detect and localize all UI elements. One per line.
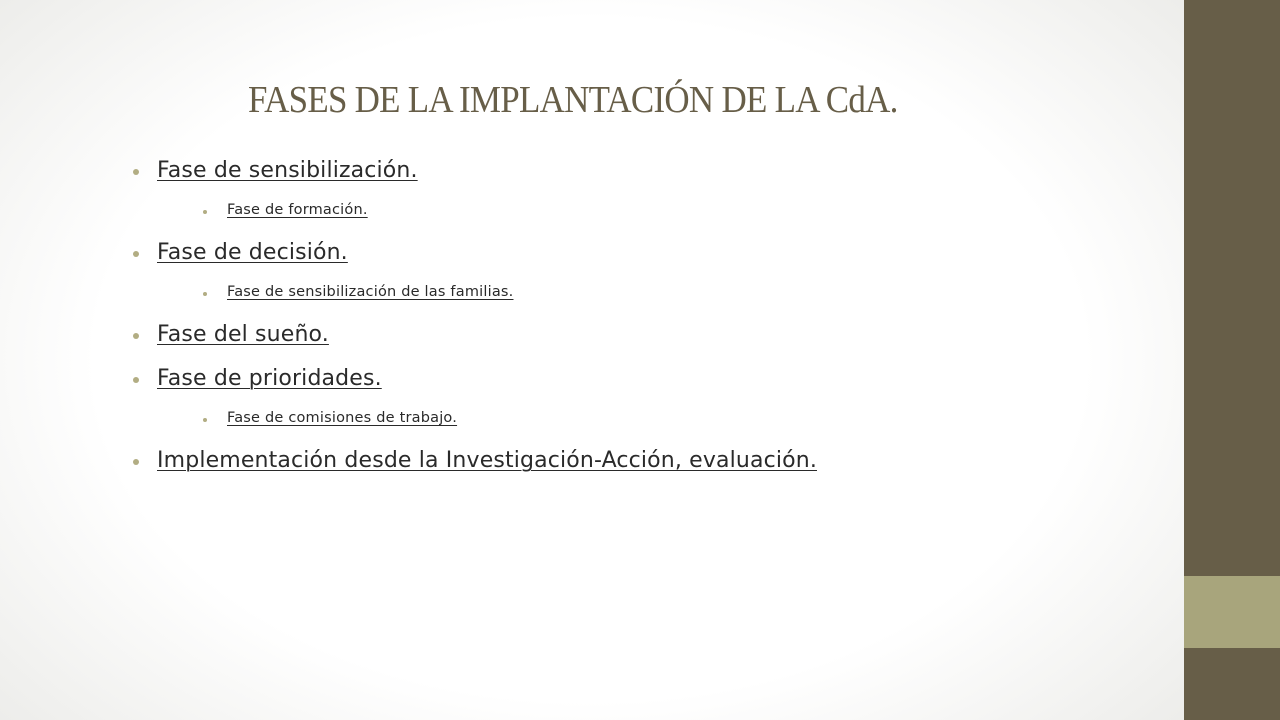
bullet-item[interactable] [157,448,817,473]
bullet-dot-icon [133,333,139,339]
bullet-link[interactable]: Fase de decisión. [157,240,348,265]
bullet-dot-icon [133,169,139,175]
bullet-dot-icon [203,292,207,296]
bullet-item[interactable] [157,240,348,265]
sub-bullet-item[interactable] [227,410,457,426]
slide-title: FASES DE LA IMPLANTACIÓN DE LA CdA. [248,79,898,121]
sub-bullet-item[interactable] [227,202,368,218]
bullet-dot-icon [203,418,207,422]
bullet-dot-icon [133,251,139,257]
bullet-link[interactable]: Fase de sensibilización. [157,158,418,183]
sub-bullet-item[interactable] [227,284,513,300]
bullet-dot-icon [133,377,139,383]
bullet-link[interactable]: Implementación desde la Investigación-Acción, evaluación. [157,448,817,473]
bullet-dot-icon [133,459,139,465]
sub-bullet-link[interactable]: Fase de formación. [227,202,368,218]
bullet-link[interactable]: Fase de prioridades. [157,366,382,391]
bullet-item[interactable] [157,322,329,347]
bullet-item[interactable] [157,158,418,183]
bullet-link[interactable]: Fase del sueño. [157,322,329,347]
bullet-item[interactable] [157,366,382,391]
sub-bullet-link[interactable]: Fase de comisiones de trabajo. [227,410,458,426]
theme-sidebar-accent [1184,576,1280,648]
sub-bullet-link[interactable]: Fase de sensibilización de las familias. [227,284,514,300]
bullet-dot-icon [203,210,207,214]
